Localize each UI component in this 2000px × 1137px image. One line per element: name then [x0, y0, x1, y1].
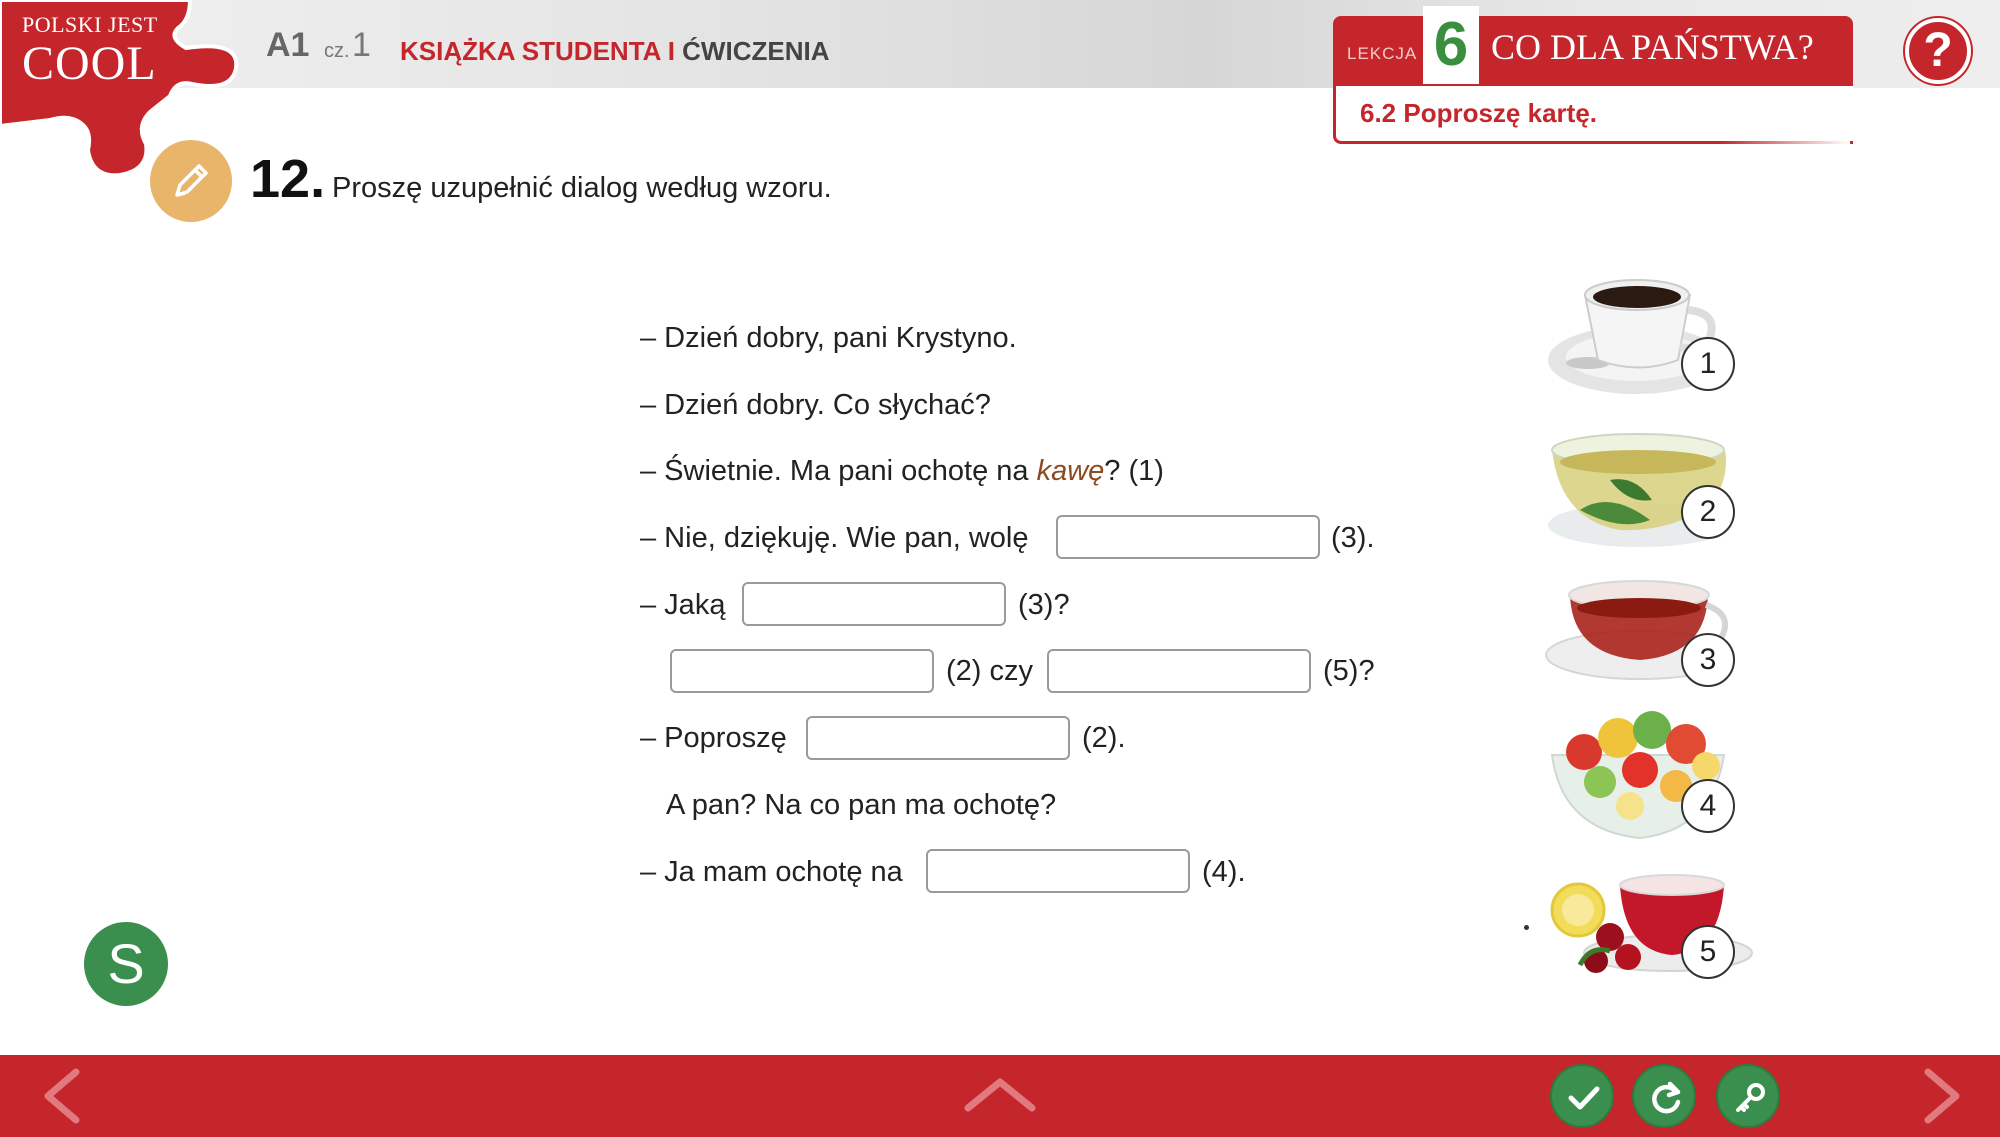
answer-field-4[interactable]	[1047, 649, 1311, 693]
chevron-right-icon	[1918, 1066, 1968, 1126]
logo-line2: COOL	[22, 37, 157, 90]
book-title	[400, 36, 829, 67]
lesson-number: 6	[1433, 10, 1469, 79]
part-prefix: cz.	[324, 40, 350, 62]
picture-number-2: 2	[1681, 485, 1735, 539]
show-key-button[interactable]	[1716, 1064, 1780, 1128]
answer-field-3[interactable]	[670, 649, 934, 693]
book-title-student: KSIĄŻKA STUDENTA	[400, 36, 661, 66]
lesson-label: LEKCJA	[1347, 44, 1418, 63]
dialog-line-5-pre: – Jaką	[640, 589, 726, 621]
dialog-line-6-mid: (2) czy	[946, 655, 1033, 687]
stray-dot	[1524, 925, 1529, 930]
pencil-icon	[167, 157, 215, 205]
dialog-line-9-post: (4).	[1202, 856, 1246, 888]
checkmark-icon	[1566, 1080, 1602, 1116]
reset-button[interactable]	[1632, 1064, 1696, 1128]
answer-field-6[interactable]	[926, 849, 1190, 893]
dialog-line-2: – Dzień dobry. Co słychać?	[640, 389, 991, 421]
dialog-line-1: – Dzień dobry, pani Krystyno.	[640, 322, 1017, 354]
dialog-line-6-post: (5)?	[1323, 655, 1375, 687]
dialog-line-3-post: ? (1)	[1104, 455, 1164, 487]
dialog-line-7-post: (2).	[1082, 722, 1126, 754]
answer-field-1[interactable]	[1056, 515, 1320, 559]
dialog-line-4-post: (3).	[1331, 522, 1375, 554]
dialog-line-4-pre: – Nie, dziękuję. Wie pan, wolę	[640, 522, 1029, 554]
lesson-number-box	[1423, 6, 1479, 84]
answer-field-2[interactable]	[742, 582, 1006, 626]
picture-number-1: 1	[1681, 337, 1735, 391]
lesson-box	[1333, 10, 1853, 86]
dialog-line-8: A pan? Na co pan ma ochotę?	[666, 789, 1057, 821]
part-number: 1	[352, 26, 371, 64]
chevron-up-icon	[962, 1074, 1038, 1114]
help-button[interactable]: ?	[1905, 18, 1971, 84]
dialog-line-9-pre: – Ja mam ochotę na	[640, 856, 903, 888]
side-s-button[interactable]: S	[84, 922, 168, 1006]
picture-number-3: 3	[1681, 633, 1735, 687]
picture-number-5: 5	[1681, 925, 1735, 979]
exercise-number: 12.	[250, 149, 326, 209]
dialog-line-7-pre: – Poproszę	[640, 722, 787, 754]
dialog-line-5-post: (3)?	[1018, 589, 1070, 621]
subsection-box	[1333, 86, 1853, 144]
logo-line1: POLSKI JEST	[22, 12, 158, 37]
previous-page-button[interactable]	[36, 1066, 86, 1131]
subsection-title: 6.2 Poproszę kartę.	[1360, 98, 1597, 128]
exercise-instruction: Proszę uzupełnić dialog według wzoru.	[332, 172, 832, 204]
book-title-exercises: ĆWICZENIA	[682, 36, 830, 66]
answer-field-5[interactable]	[806, 716, 1070, 760]
example-word: kawę	[1036, 455, 1105, 487]
refresh-icon	[1648, 1080, 1684, 1116]
chevron-left-icon	[36, 1066, 86, 1126]
next-page-button[interactable]	[1918, 1066, 1968, 1131]
picture-number-4: 4	[1681, 779, 1735, 833]
subsection-underline	[1720, 141, 1850, 144]
dialog-line-3	[640, 455, 1164, 488]
pencil-badge	[150, 140, 232, 222]
level-label: A1	[266, 26, 310, 64]
key-icon	[1732, 1080, 1768, 1116]
dialog-line-3-pre: – Świetnie. Ma pani ochotę na	[640, 455, 1037, 487]
lesson-title: CO DLA PAŃSTWA?	[1491, 27, 1814, 67]
book-title-separator: I	[660, 36, 683, 66]
check-answers-button[interactable]	[1550, 1064, 1614, 1128]
page-up-button[interactable]	[962, 1074, 1038, 1119]
